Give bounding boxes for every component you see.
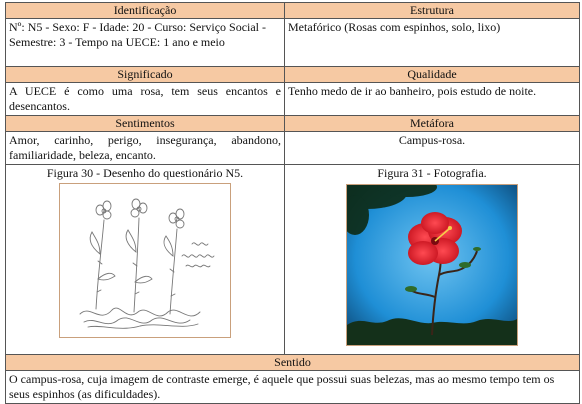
metafora-text: Campus-rosa. [285, 132, 580, 165]
qualidade-header: Qualidade [285, 67, 580, 83]
sentido-text: O campus-rosa, cuja imagem de contraste emerge, é aquele que possui suas belezas, mas ao mesmo tempo tem os seus espinhos (as dificuldades). [6, 371, 580, 404]
drawn-flower-2 [131, 199, 147, 217]
figure-30-caption: Figura 30 - Desenho do questionário N5. [46, 166, 244, 180]
estrutura-text: Metafórico (Rosas com espinhos, solo, lixo) [285, 19, 580, 67]
drawn-flower-1 [96, 201, 111, 219]
sentido-header: Sentido [6, 355, 580, 371]
estrutura-header: Estrutura [285, 3, 580, 19]
significado-header: Significado [6, 67, 285, 83]
identificacao-header: Identificação [6, 3, 285, 19]
sentimentos-text: Amor, carinho, perigo, insegurança, abandono, familiaridade, beleza, encanto. [6, 132, 285, 165]
figure-30-cell [6, 165, 285, 355]
figure-31-caption: Figura 31 - Fotografia. [377, 166, 487, 180]
metafora-header: Metáfora [285, 116, 580, 132]
rose-drawing-image [59, 183, 231, 338]
rose-photograph-image [346, 184, 518, 346]
drawn-flower-3 [169, 209, 184, 228]
analysis-table [5, 2, 580, 404]
figure-31-cell [285, 165, 580, 355]
sentimentos-header: Sentimentos [6, 116, 285, 132]
identificacao-text: Nº: N5 - Sexo: F - Idade: 20 - Curso: Serviço Social - Semestre: 3 - Tempo na UECE: 1 ano e meio [6, 19, 285, 67]
qualidade-text: Tenho medo de ir ao banheiro, pois estudo de noite. [285, 83, 580, 116]
significado-text: A UECE é como uma rosa, tem seus encantos e desencantos. [6, 83, 285, 116]
